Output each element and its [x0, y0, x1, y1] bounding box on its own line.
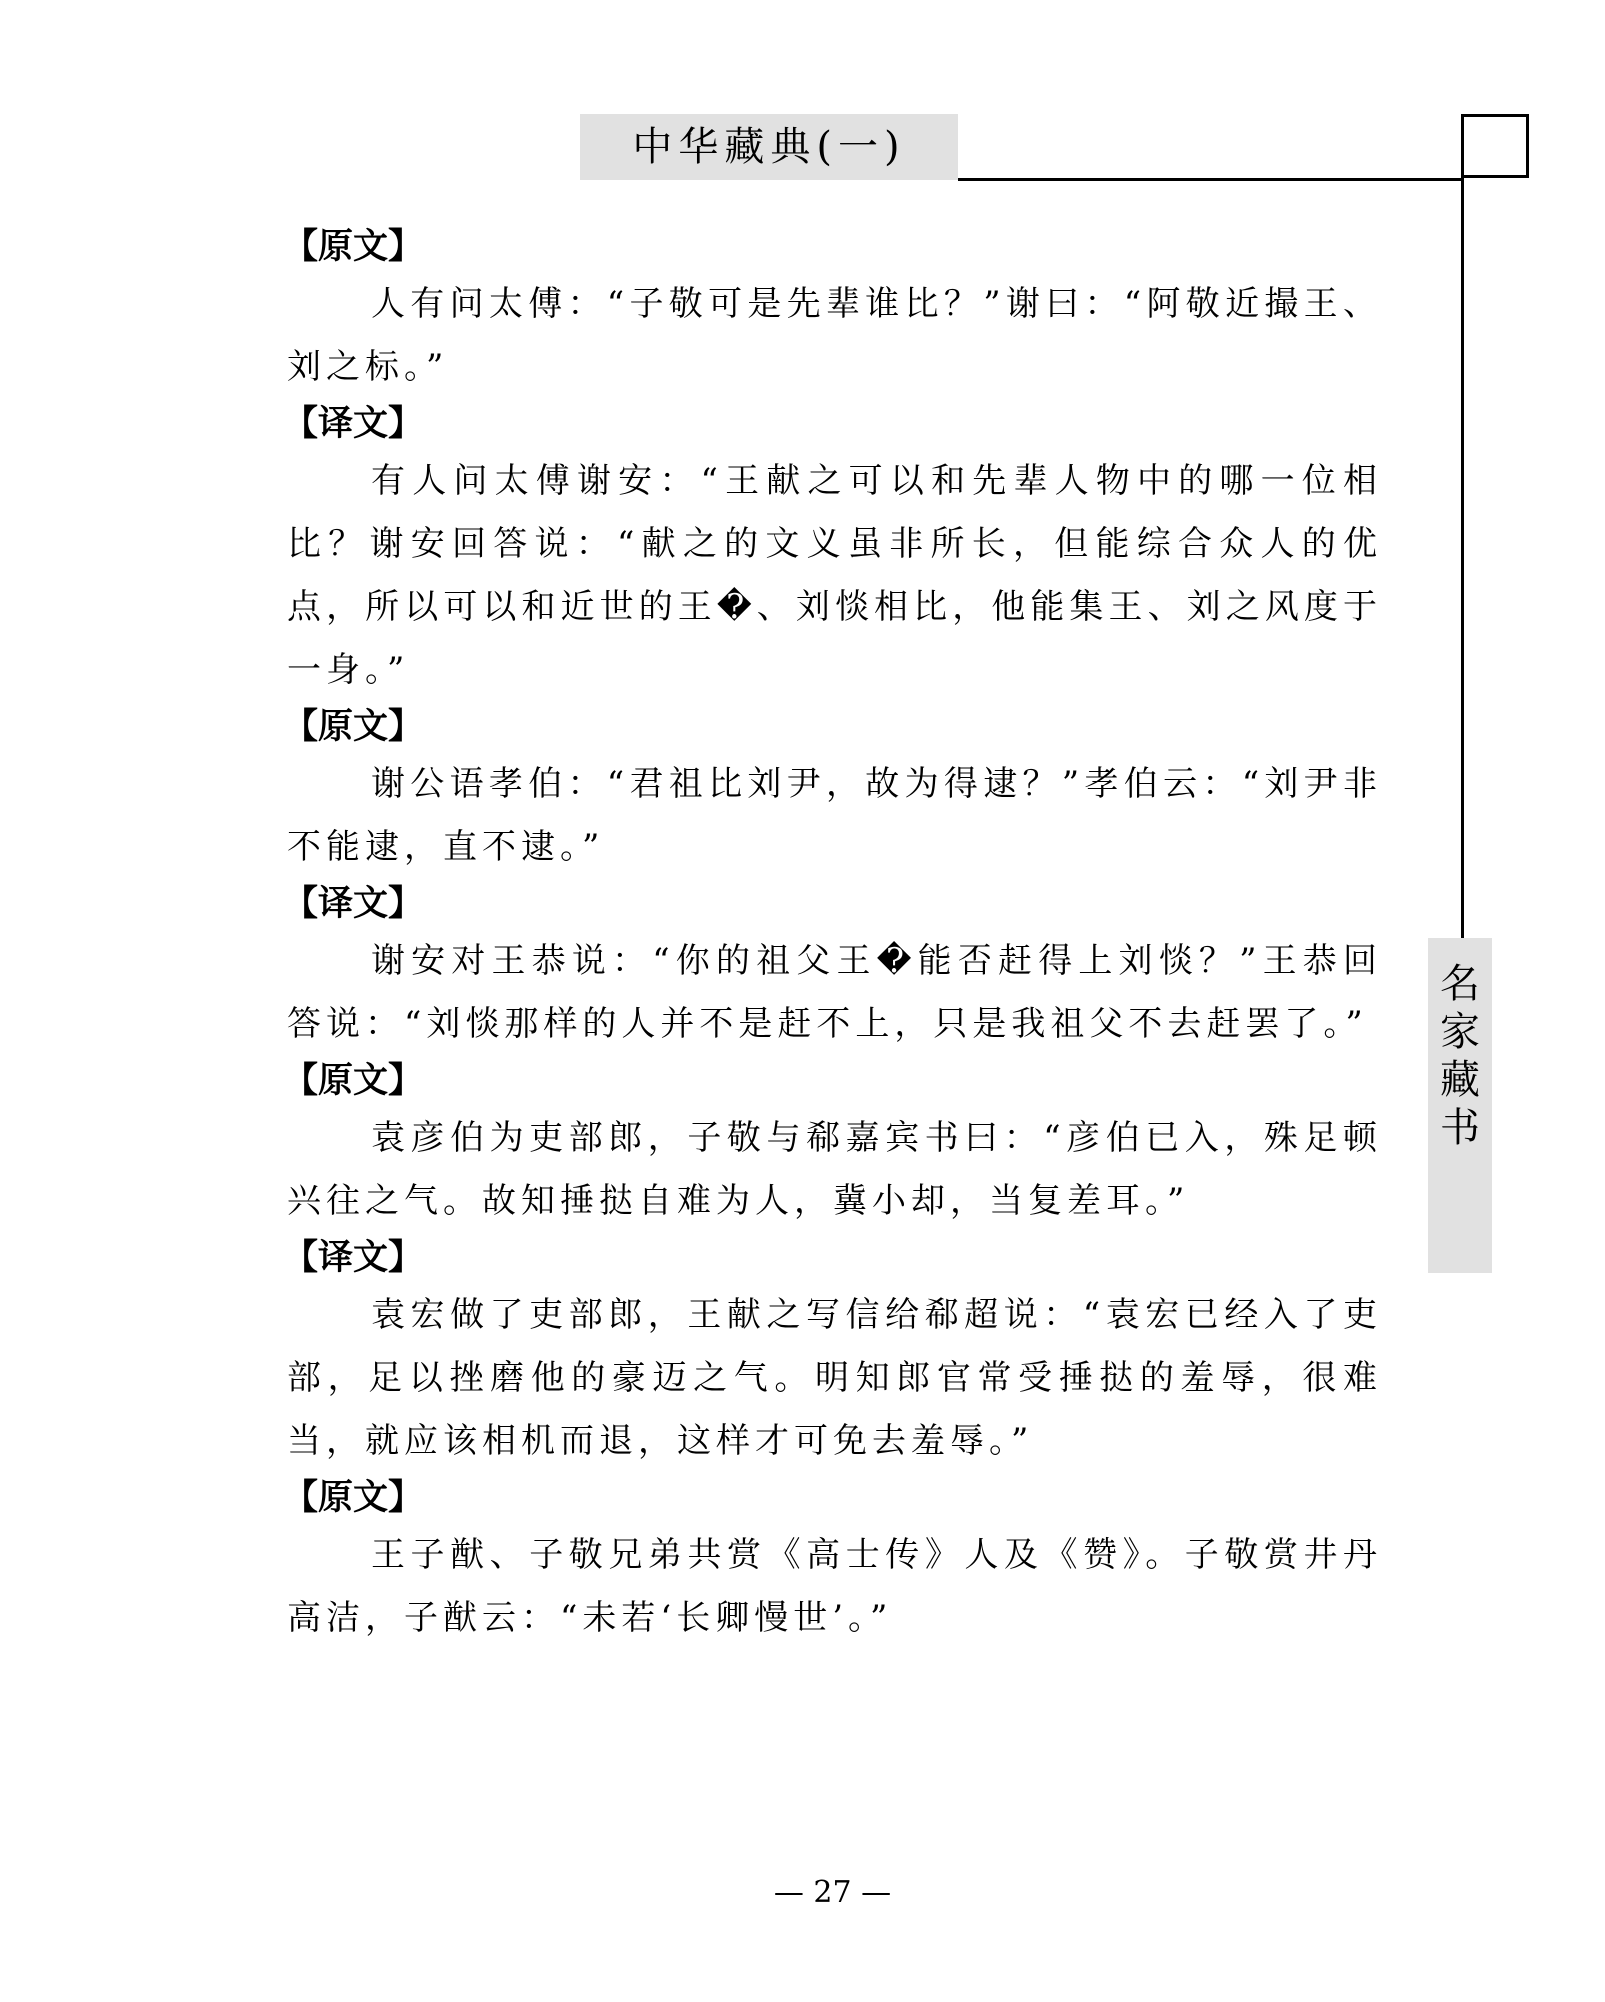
- section-translation-1: [283, 399, 1382, 702]
- section-text: 袁宏做了吏部郎，王献之写信给郗超说：“袁宏已经入了吏部，足以挫磨他的豪迈之气。明知郎官常受捶挞的羞辱，很难当，就应该相机而退，这样才可免去羞辱。”: [287, 1295, 1382, 1461]
- section-original-3: [283, 1056, 1382, 1233]
- section-text: 谢安对王恭说：“你的祖父王�能否赶得上刘惔？”王恭回答说：“刘惔那样的人并不是赶不上，只是我祖父不去赶罢了。”: [287, 941, 1382, 1044]
- section-translation-3: [283, 1233, 1382, 1473]
- section-label: 【原文】: [283, 1061, 424, 1101]
- page-number: — 27 —: [773, 1875, 892, 1910]
- section-original-1: [283, 222, 1382, 399]
- side-tab-char: 名: [1440, 961, 1480, 1007]
- vertical-rule: [1461, 178, 1464, 940]
- section-text: 袁彦伯为吏部郎，子敬与郗嘉宾书曰：“彦伯已入，殊足顿兴往之气。故知捶挞自难为人，冀小却，当复差耳。”: [287, 1118, 1382, 1221]
- section-label: 【原文】: [283, 1478, 424, 1518]
- section-text: 有人问太傅谢安：“王献之可以和先辈人物中的哪一位相比？谢安回答说：“献之的文义虽非所长，但能综合众人的优点，所以可以和近世的王�、刘惔相比，他能集王、刘之风度于一身。”: [287, 461, 1382, 690]
- section-text: 人有问太傅：“子敬可是先辈谁比？”谢曰：“阿敬近撮王、刘之标。”: [287, 284, 1382, 387]
- section-original-2: [283, 702, 1382, 879]
- side-tab-char: 书: [1440, 1105, 1480, 1151]
- page-content: [283, 222, 1382, 1650]
- section-text: 王子猷、子敬兄弟共赏《高士传》人及《赞》。子敬赏井丹高洁，子猷云：“未若‘长卿慢世’。”: [287, 1535, 1382, 1638]
- book-title: 中华藏典(一): [632, 124, 906, 170]
- side-tab-char: 藏: [1440, 1057, 1480, 1103]
- section-label: 【原文】: [283, 227, 424, 267]
- side-tab-char: 家: [1440, 1009, 1480, 1055]
- corner-square-decoration: [1461, 114, 1529, 178]
- section-label: 【译文】: [283, 404, 424, 444]
- side-tab-label: [1428, 960, 1492, 1152]
- section-label: 【译文】: [283, 884, 424, 924]
- section-translation-2: [283, 879, 1382, 1056]
- section-original-4: [283, 1473, 1382, 1650]
- header-rule: [958, 178, 1462, 181]
- section-label: 【译文】: [283, 1238, 424, 1278]
- section-label: 【原文】: [283, 707, 424, 747]
- section-text: 谢公语孝伯：“君祖比刘尹，故为得逮？”孝伯云：“刘尹非不能逮，直不逮。”: [287, 764, 1382, 867]
